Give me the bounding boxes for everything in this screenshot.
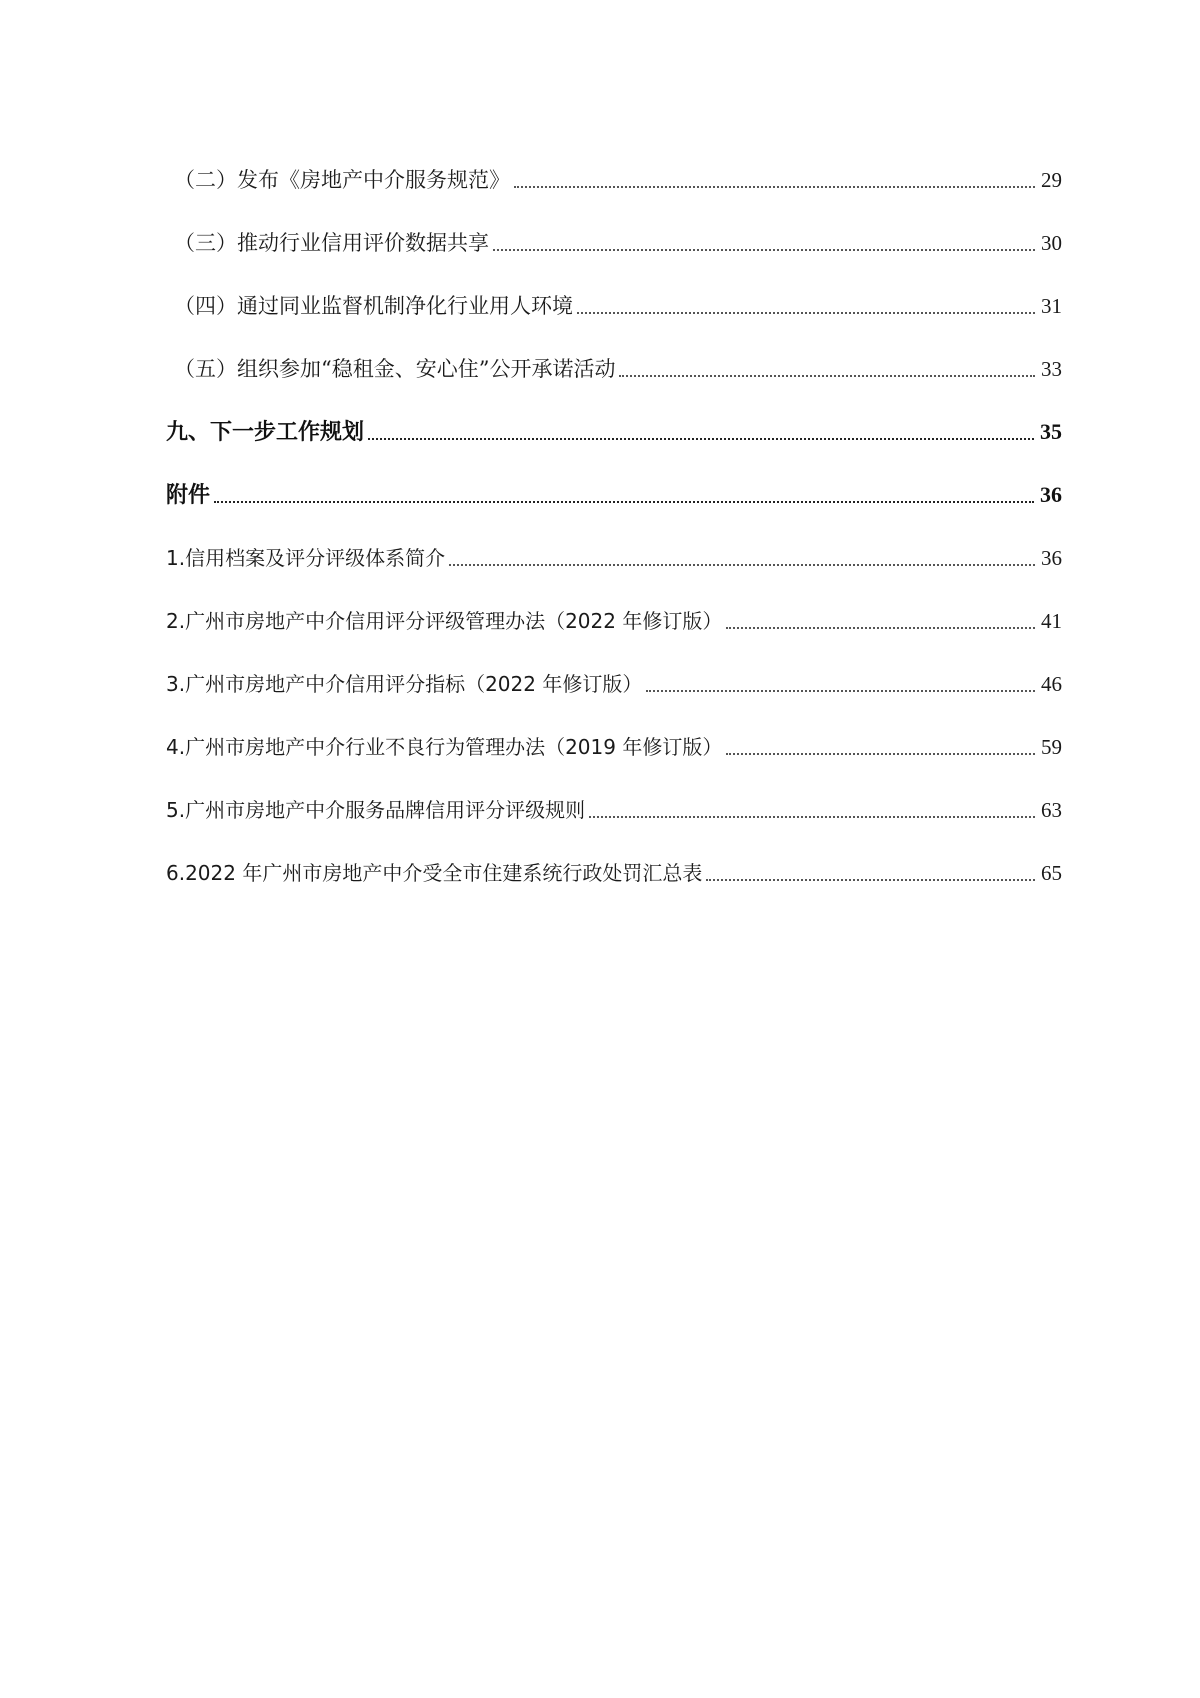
toc-entry-page: 29 bbox=[1041, 168, 1062, 192]
dot-leader bbox=[214, 501, 1034, 503]
toc-entry-title: 6.2022 年广州市房地产中介受全市住建系统行政处罚汇总表 bbox=[166, 861, 703, 885]
toc-entry-page: 46 bbox=[1041, 672, 1062, 696]
dot-leader bbox=[619, 375, 1035, 377]
toc-entry-page: 36 bbox=[1040, 482, 1062, 507]
dot-leader bbox=[726, 627, 1035, 629]
dot-leader bbox=[706, 879, 1035, 881]
toc-entry[interactable] bbox=[166, 223, 1062, 257]
toc-appendix-entry[interactable] bbox=[166, 664, 1062, 698]
toc-entry-title: 九、下一步工作规划 bbox=[166, 419, 365, 445]
toc-appendix-entry[interactable] bbox=[166, 538, 1062, 572]
dot-leader bbox=[514, 186, 1035, 188]
toc-entry-page: 31 bbox=[1041, 294, 1062, 318]
toc-entry-page: 35 bbox=[1040, 419, 1062, 444]
toc-entry-title: （四）通过同业监督机制净化行业用人环境 bbox=[174, 294, 573, 318]
toc-entry-title: 1.信用档案及评分评级体系简介 bbox=[166, 546, 446, 570]
dot-leader bbox=[646, 690, 1035, 692]
dot-leader bbox=[726, 753, 1035, 755]
dot-leader bbox=[449, 564, 1035, 566]
toc-chapter-entry[interactable] bbox=[166, 412, 1062, 446]
toc-entry-page: 36 bbox=[1041, 546, 1062, 570]
toc-entry-title: 附件 bbox=[166, 482, 211, 508]
toc-appendix-entry[interactable] bbox=[166, 790, 1062, 824]
toc-entry-title: （三）推动行业信用评价数据共享 bbox=[174, 231, 489, 255]
toc-entry-page: 59 bbox=[1041, 735, 1062, 759]
toc-entry-title: 3.广州市房地产中介信用评分指标（2022 年修订版） bbox=[166, 672, 643, 696]
dot-leader bbox=[577, 312, 1035, 314]
toc-appendix-entry[interactable] bbox=[166, 601, 1062, 635]
toc-appendix-entry[interactable] bbox=[166, 853, 1062, 887]
toc-entry-page: 33 bbox=[1041, 357, 1062, 381]
toc-entry[interactable] bbox=[166, 349, 1062, 383]
toc-entry-page: 65 bbox=[1041, 861, 1062, 885]
toc-chapter-entry[interactable] bbox=[166, 475, 1062, 509]
toc-entry[interactable] bbox=[166, 286, 1062, 320]
toc-entry-title: 5.广州市房地产中介服务品牌信用评分评级规则 bbox=[166, 798, 586, 822]
toc-entry-title: （五）组织参加“稳租金、安心住”公开承诺活动 bbox=[174, 357, 616, 381]
toc-entry-title: （二）发布《房地产中介服务规范》 bbox=[174, 168, 510, 192]
toc-entry-page: 41 bbox=[1041, 609, 1062, 633]
toc-entry[interactable] bbox=[166, 160, 1062, 194]
dot-leader bbox=[368, 438, 1034, 440]
toc-entry-title: 4.广州市房地产中介行业不良行为管理办法（2019 年修订版） bbox=[166, 735, 723, 759]
toc-entry-title: 2.广州市房地产中介信用评分评级管理办法（2022 年修订版） bbox=[166, 609, 723, 633]
toc-entry-page: 63 bbox=[1041, 798, 1062, 822]
toc-appendix-entry[interactable] bbox=[166, 727, 1062, 761]
toc-entry-page: 30 bbox=[1041, 231, 1062, 255]
dot-leader bbox=[493, 249, 1035, 251]
dot-leader bbox=[589, 816, 1035, 818]
